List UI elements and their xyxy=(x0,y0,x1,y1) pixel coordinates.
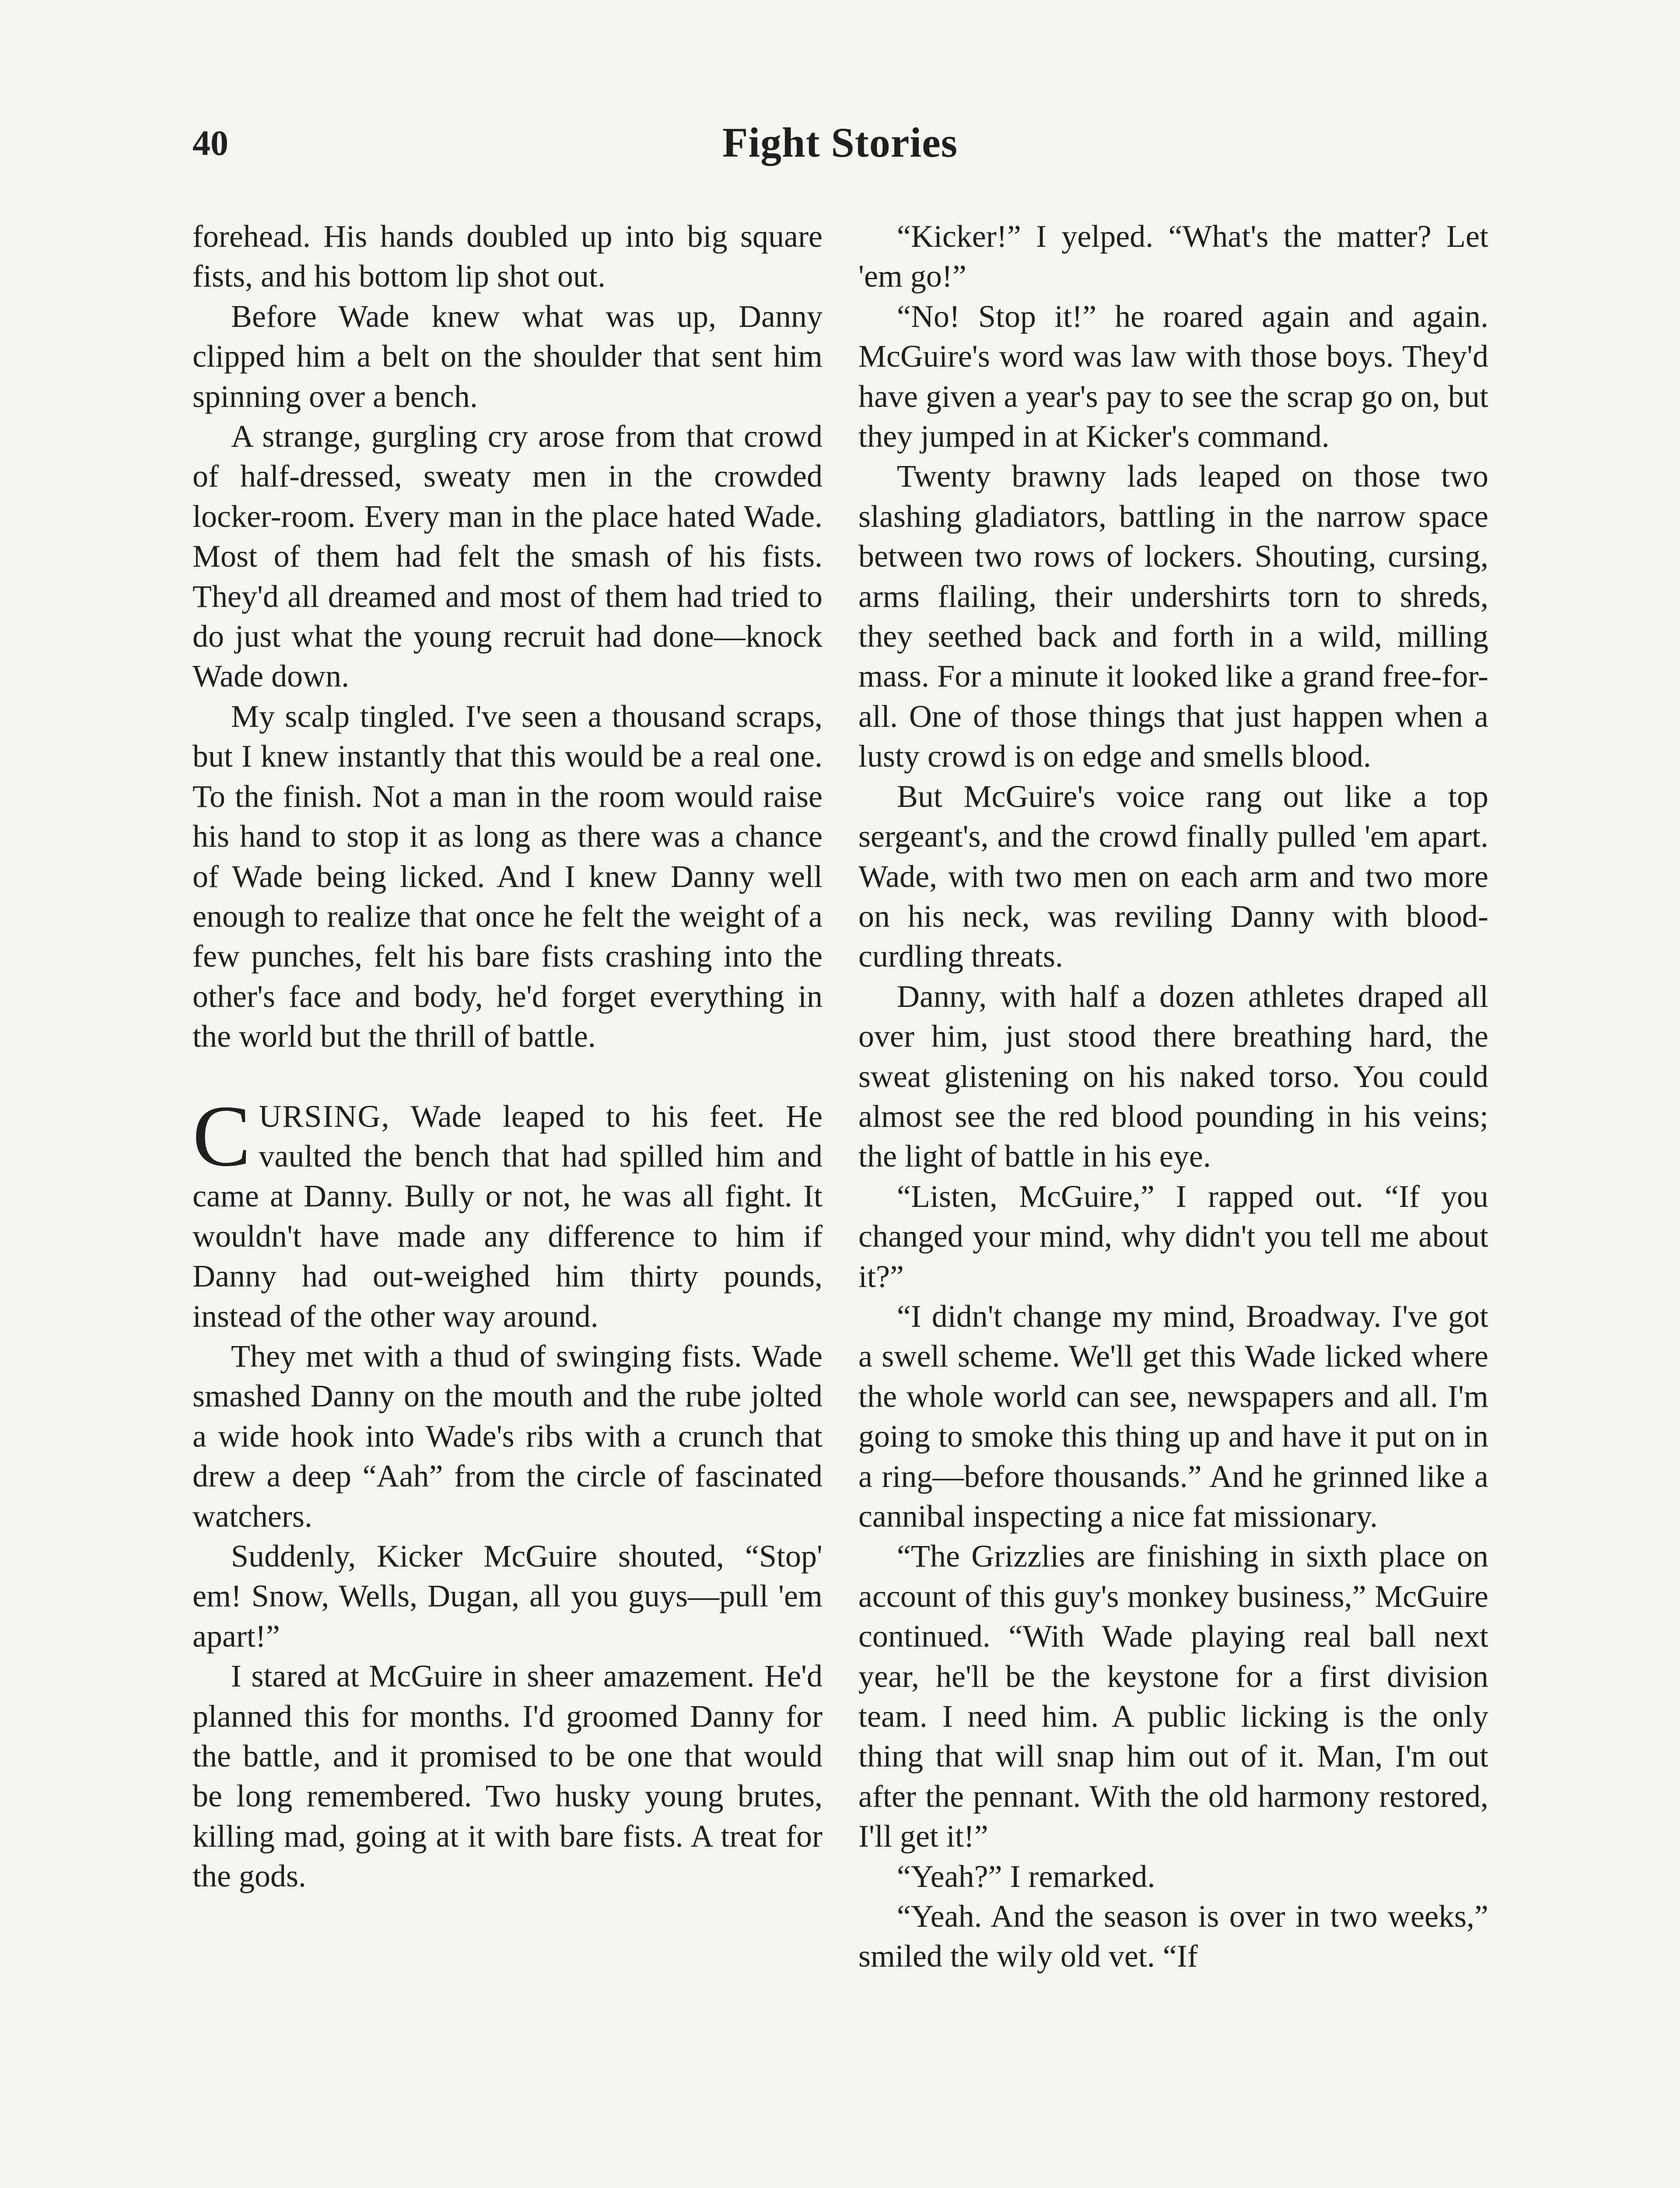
left-column xyxy=(192,217,822,1897)
paragraph: They met with a thud of swinging fists. Wade smashed Danny on the mouth and the rube jolted a wide hook into Wade's ribs with a crunch that drew a deep “Aah” from the circle of fascinated watchers. xyxy=(192,1338,822,1534)
paragraph: “Kicker!” I yelped. “What's the matter? Let 'em go!” xyxy=(858,219,1488,294)
paragraph: forehead. His hands doubled up into big square fists, and his bottom lip shot out. xyxy=(192,219,822,294)
page-header xyxy=(192,118,1488,184)
small-caps-lead: URSING, xyxy=(259,1098,390,1134)
paragraph: “The Grizzlies are finishing in sixth place on account of this guy's monkey business,” McGuire continued. “With Wade playing real ball next year, he'll be the keystone for a first division team. I need him. A public licking is the only thing that will snap him out of it. Man, I'm out after the pennant. With the old harmony restored, I'll get it!” xyxy=(858,1539,1488,1854)
page-number: 40 xyxy=(192,123,228,163)
paragraph: “Yeah?” I remarked. xyxy=(897,1858,1155,1894)
section-opening-paragraph xyxy=(192,1087,822,1336)
paragraph: A strange, gurgling cry arose from that crowd of half-dressed, sweaty men in the crowded locker-room. Every man in the place hated Wade. Most of them had felt the smash of his fists. They'd all dreamed and most of them had tried to do just what the young recruit had done—knock Wade down. xyxy=(192,419,822,694)
paragraph: My scalp tingled. I've seen a thousand scraps, but I knew instantly that this would be a real one. To the finish. Not a man in the room would raise his hand to stop it as long as there was a chance of Wade being licked. And I knew Danny well enough to realize that once he felt the weight of a few punches, felt his bare fists crashing into the other's face and body, he'd forget everything in the world but the thrill of battle. xyxy=(192,698,822,1054)
paragraph: “Listen, McGuire,” I rapped out. “If you changed your mind, why didn't you tell me about it?” xyxy=(858,1178,1488,1294)
paragraph: Suddenly, Kicker McGuire shouted, “Stop' em! Snow, Wells, Dugan, all you guys—pull 'em apart!” xyxy=(192,1539,822,1654)
drop-cap: C xyxy=(192,1087,251,1185)
right-column xyxy=(858,217,1488,1977)
paragraph: Danny, with half a dozen athletes draped all over him, just stood there breathing hard, the sweat glistening on his naked torso. You could almost see the red blood pounding in his veins; the light of battle in his eye. xyxy=(858,978,1488,1174)
magazine-title: Fight Stories xyxy=(722,119,958,166)
section-break xyxy=(192,1057,822,1097)
paragraph: Twenty brawny lads leaped on those two slashing gladiators, battling in the narrow space between two rows of lockers. Shouting, cursing, arms flailing, their undershirts torn to shreds, they seethed back and forth in a wild, milling mass. For a minute it looked like a grand free-for-all. One of those things that just happen when a lusty crowd is on edge and smells blood. xyxy=(858,459,1488,774)
paragraph: “I didn't change my mind, Broadway. I've got a swell scheme. We'll get this Wade licked where the whole world can see, newspapers and all. I'm going to smoke this thing up and have it put on in a ring—before thousands.” And he grinned like a cannibal inspecting a nice fat missionary. xyxy=(858,1298,1488,1534)
paragraph: “No! Stop it!” he roared again and again. McGuire's word was law with those boys. They'd have given a year's pay to see the scrap go on, but they jumped in at Kicker's command. xyxy=(858,298,1488,454)
paragraph: Before Wade knew what was up, Danny clipped him a belt on the shoulder that sent him spinning over a bench. xyxy=(192,298,822,414)
paragraph: I stared at McGuire in sheer amazement. He'd planned this for months. I'd groomed Danny for the battle, and it promised to be one that would be long remembered. Two husky young brutes, killing mad, going at it with bare fists. A treat for the gods. xyxy=(192,1659,822,1894)
paragraph-text: Wade leaped to his feet. He vaulted the bench that had spilled him and came at Danny. Bully or not, he was all fight. It wouldn't have made any difference to him if Danny had out-weighed him thirty pounds, instead of the other way around. xyxy=(192,1098,822,1334)
paragraph: “Yeah. And the season is over in two weeks,” smiled the wily old vet. “If xyxy=(858,1899,1488,1974)
paragraph: But McGuire's voice rang out like a top sergeant's, and the crowd finally pulled 'em apart. Wade, with two men on each arm and two more on his neck, was reviling Danny with blood-curdling threats. xyxy=(858,778,1488,974)
